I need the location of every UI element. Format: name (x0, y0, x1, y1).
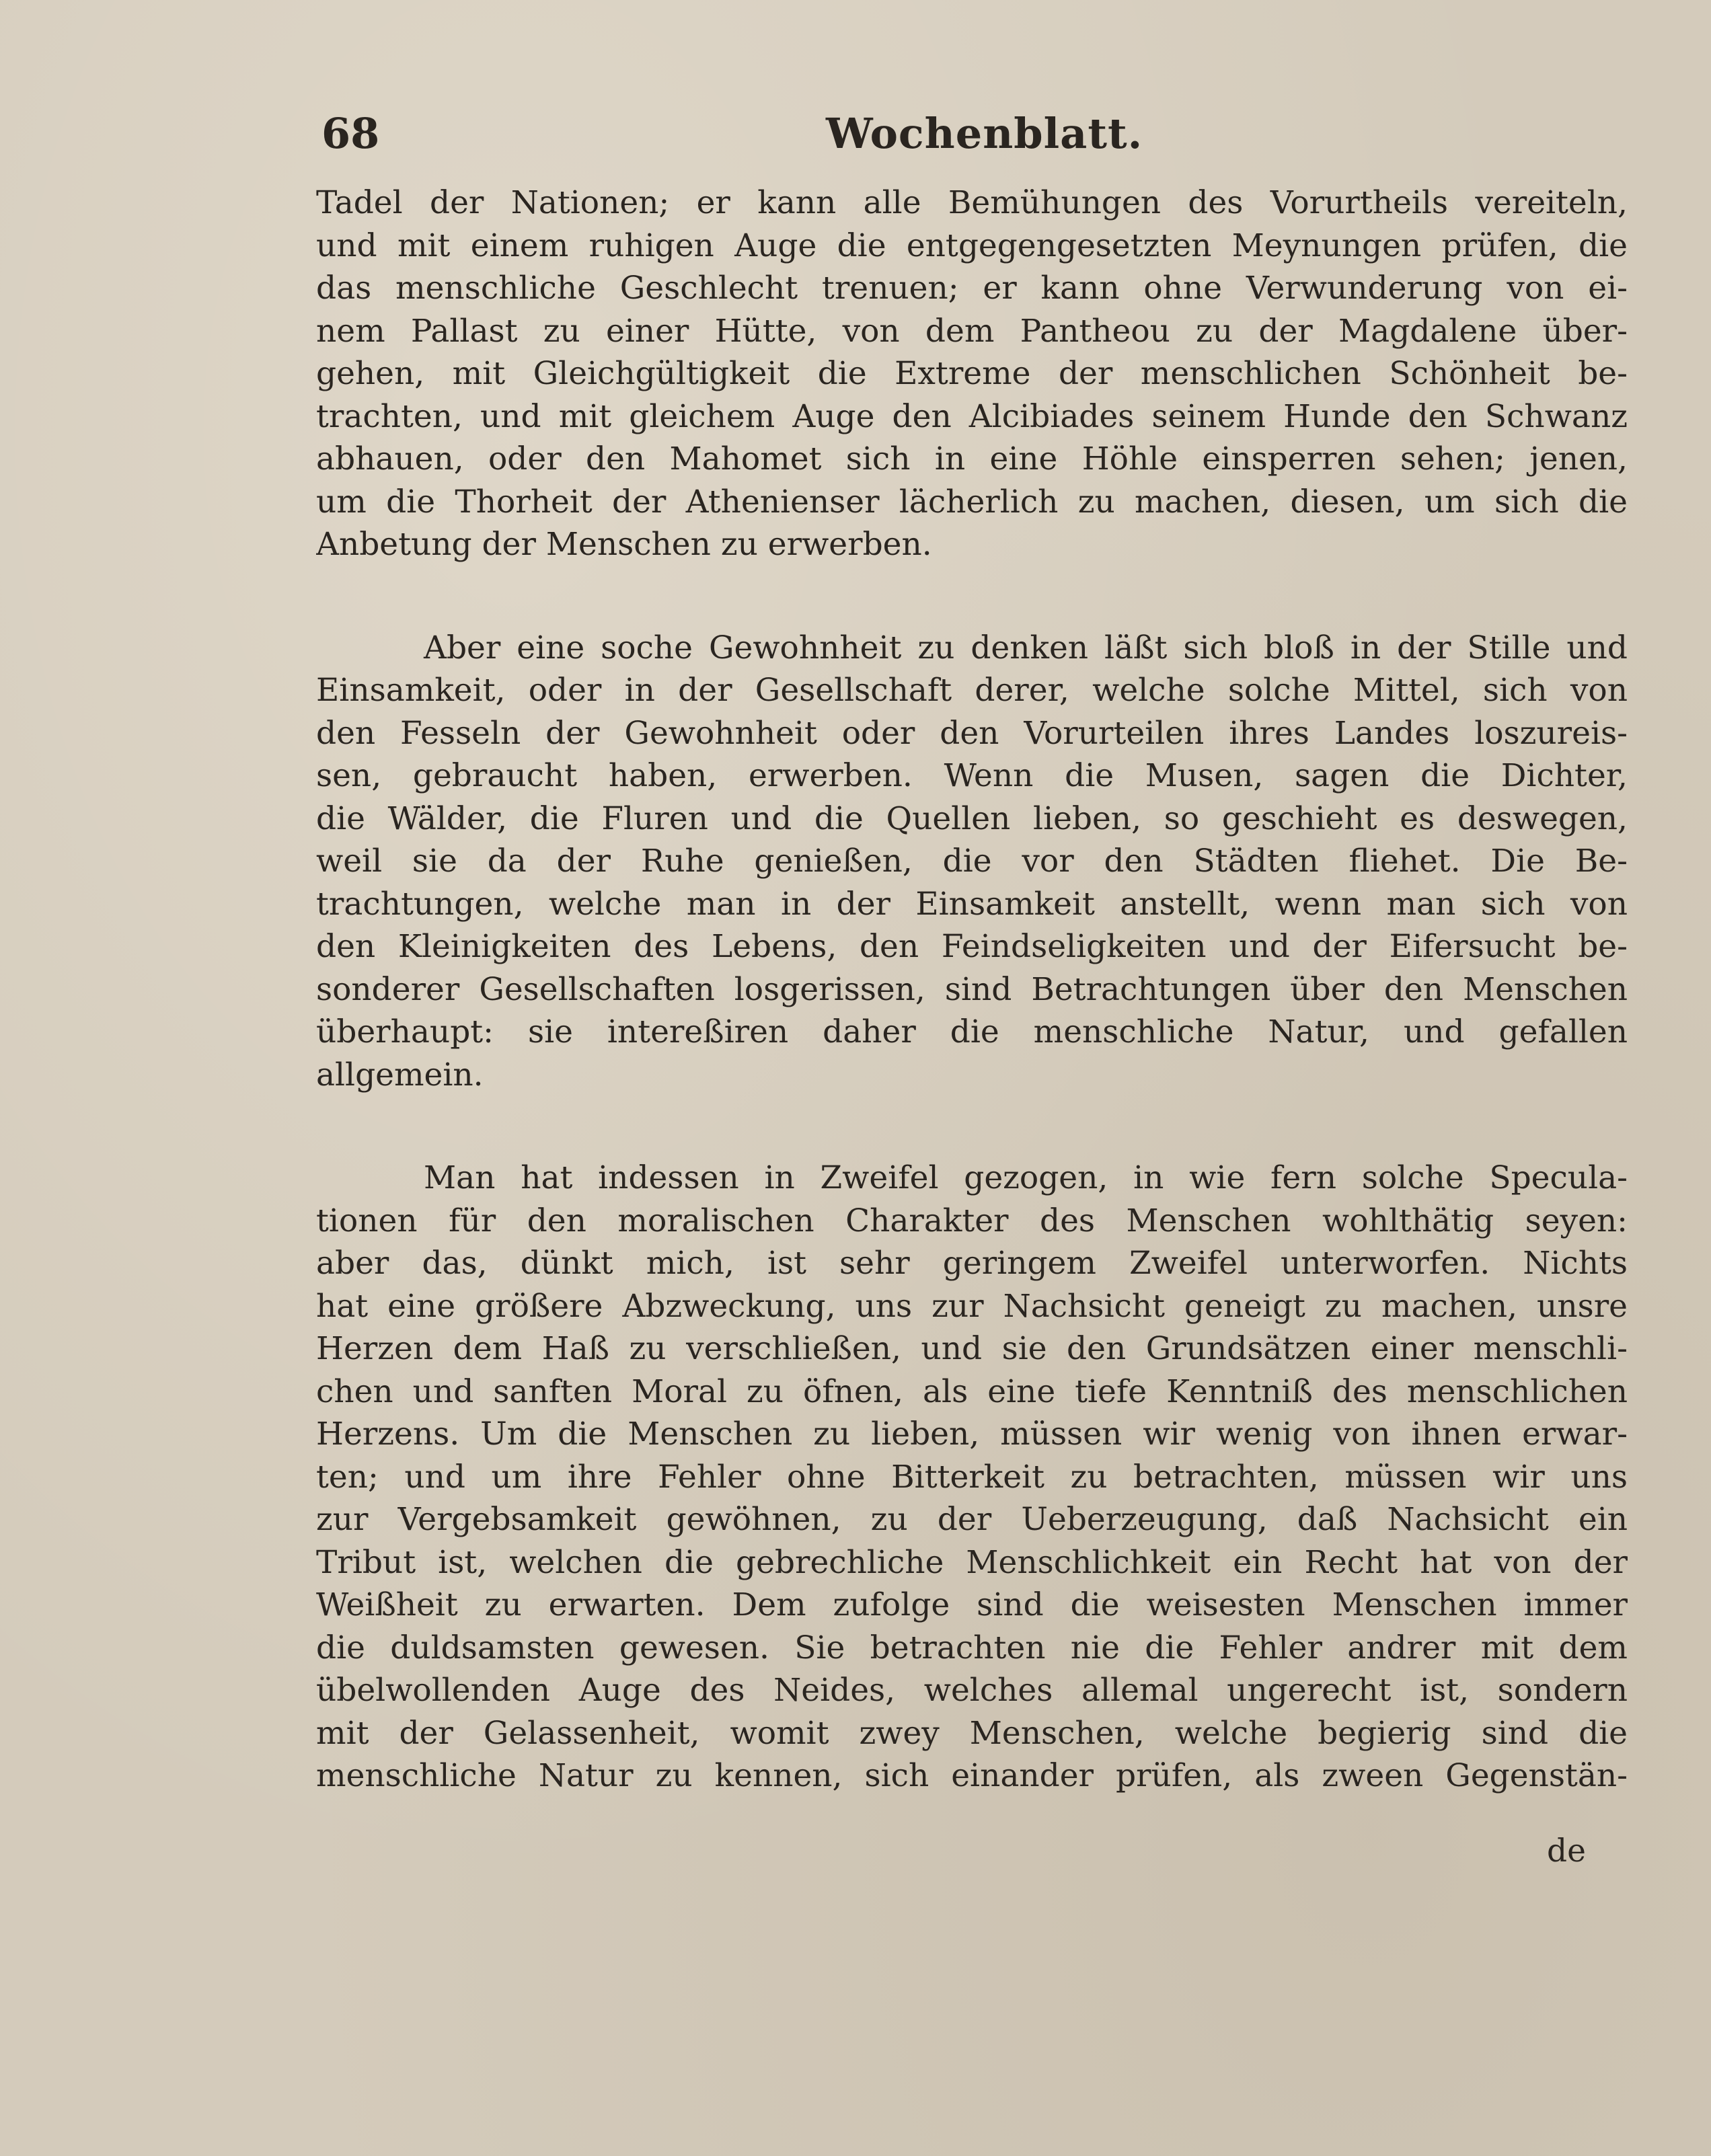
text-line: trachtungen, welche man in der Einsamkeit anstellt, wenn man sich von (316, 885, 1628, 923)
text-line: menschliche Natur zu kennen, sich einander prüfen, als zween Gegenstän- (316, 1757, 1628, 1794)
text-line: ten; und um ihre Fehler ohne Bitterkeit zu betrachten, müssen wir uns (316, 1458, 1628, 1496)
text-line: Herzens. Um die Menschen zu lieben, müssen wir wenig von ihnen erwar- (316, 1416, 1628, 1453)
text-line: um die Thorheit der Athenienser lächerlich zu machen, diesen, um sich die (316, 483, 1628, 521)
page-header (321, 102, 1626, 176)
text-line: tionen für den moralischen Charakter des Menschen wohlthätig seyen: (316, 1202, 1628, 1239)
paragraph-3 (316, 1157, 1628, 1798)
text-line: zur Vergebsamkeit gewöhnen, zu der Ueberzeugung, daß Nachsicht ein (316, 1501, 1628, 1538)
paragraph-gap (316, 566, 1628, 627)
text-line: Tribut ist, welchen die gebrechliche Menschlichkeit ein Recht hat von der (316, 1543, 1628, 1581)
paragraph-gap (316, 1096, 1628, 1157)
page-number: 68 (321, 109, 380, 158)
text-line: Herzen dem Haß zu verschließen, und sie den Grundsätzen einer menschli- (316, 1330, 1628, 1367)
text-line: und mit einem ruhigen Auge die entgegengesetzten Meynungen prüfen, die (316, 227, 1628, 264)
text-line: gehen, mit Gleichgültigkeit die Extreme der menschlichen Schönheit be- (316, 355, 1628, 392)
text-line: Weißheit zu erwarten. Dem zufolge sind die weisesten Menschen immer (316, 1586, 1628, 1623)
text-line: die duldsamsten gewesen. Sie betrachten nie die Fehler andrer mit dem (316, 1629, 1628, 1666)
text-line: Einsamkeit, oder in der Gesellschaft derer, welche solche Mittel, sich von (316, 672, 1628, 709)
text-line: mit der Gelassenheit, womit zwey Menschen, welche begierig sind die (316, 1714, 1628, 1752)
catchword: de (1547, 1833, 1586, 1870)
text-line: abhauen, oder den Mahomet sich in eine Höhle einsperren sehen; jenen, (316, 440, 1628, 477)
text-line: die Wälder, die Fluren und die Quellen lieben, so geschieht es deswegen, (316, 800, 1628, 837)
text-line: übelwollenden Auge des Neides, welches allemal ungerecht ist, sondern (316, 1672, 1628, 1709)
text-line: aber das, dünkt mich, ist sehr geringem Zweifel unterworfen. Nichts (316, 1245, 1628, 1282)
text-line: Man hat indessen in Zweifel gezogen, in wie fern solche Specula- (424, 1159, 1628, 1196)
page-body (316, 182, 1628, 1798)
text-line: sonderer Gesellschaften losgerissen, sind Betrachtungen über den Menschen (316, 970, 1628, 1008)
text-line: Aber eine soche Gewohnheit zu denken läßt sich bloß in der Stille und (424, 629, 1628, 666)
paragraph-1 (316, 182, 1628, 566)
text-line: hat eine größere Abzweckung, uns zur Nachsicht geneigt zu machen, unsre (316, 1287, 1628, 1325)
paragraph-2 (316, 627, 1628, 1097)
text-line: das menschliche Geschlecht trenuen; er kann ohne Verwunderung von ei- (316, 270, 1628, 307)
running-title: Wochenblatt. (826, 109, 1143, 158)
text-line: nem Pallast zu einer Hütte, von dem Pantheou zu der Magdalene über- (316, 312, 1628, 350)
text-line: den Fesseln der Gewohnheit oder den Vorurteilen ihres Landes loszureis- (316, 714, 1628, 752)
text-line: allgemein. (316, 1056, 484, 1093)
text-line: trachten, und mit gleichem Auge den Alcibiades seinem Hunde den Schwanz (316, 397, 1628, 435)
text-line: den Kleinigkeiten des Lebens, den Feindseligkeiten und der Eifersucht be- (316, 928, 1628, 965)
text-line: Tadel der Nationen; er kann alle Bemühungen des Vorurtheils vereiteln, (316, 184, 1628, 221)
text-line: chen und sanften Moral zu öfnen, als eine tiefe Kenntniß des menschlichen (316, 1373, 1628, 1410)
text-line: weil sie da der Ruhe genießen, die vor den Städten fliehet. Die Be- (316, 843, 1628, 880)
text-line: überhaupt: sie intereßiren daher die menschliche Natur, und gefallen (316, 1013, 1628, 1050)
text-line: sen, gebraucht haben, erwerben. Wenn die Musen, sagen die Dichter, (316, 757, 1628, 794)
text-line: Anbetung der Menschen zu erwerben. (316, 526, 932, 563)
